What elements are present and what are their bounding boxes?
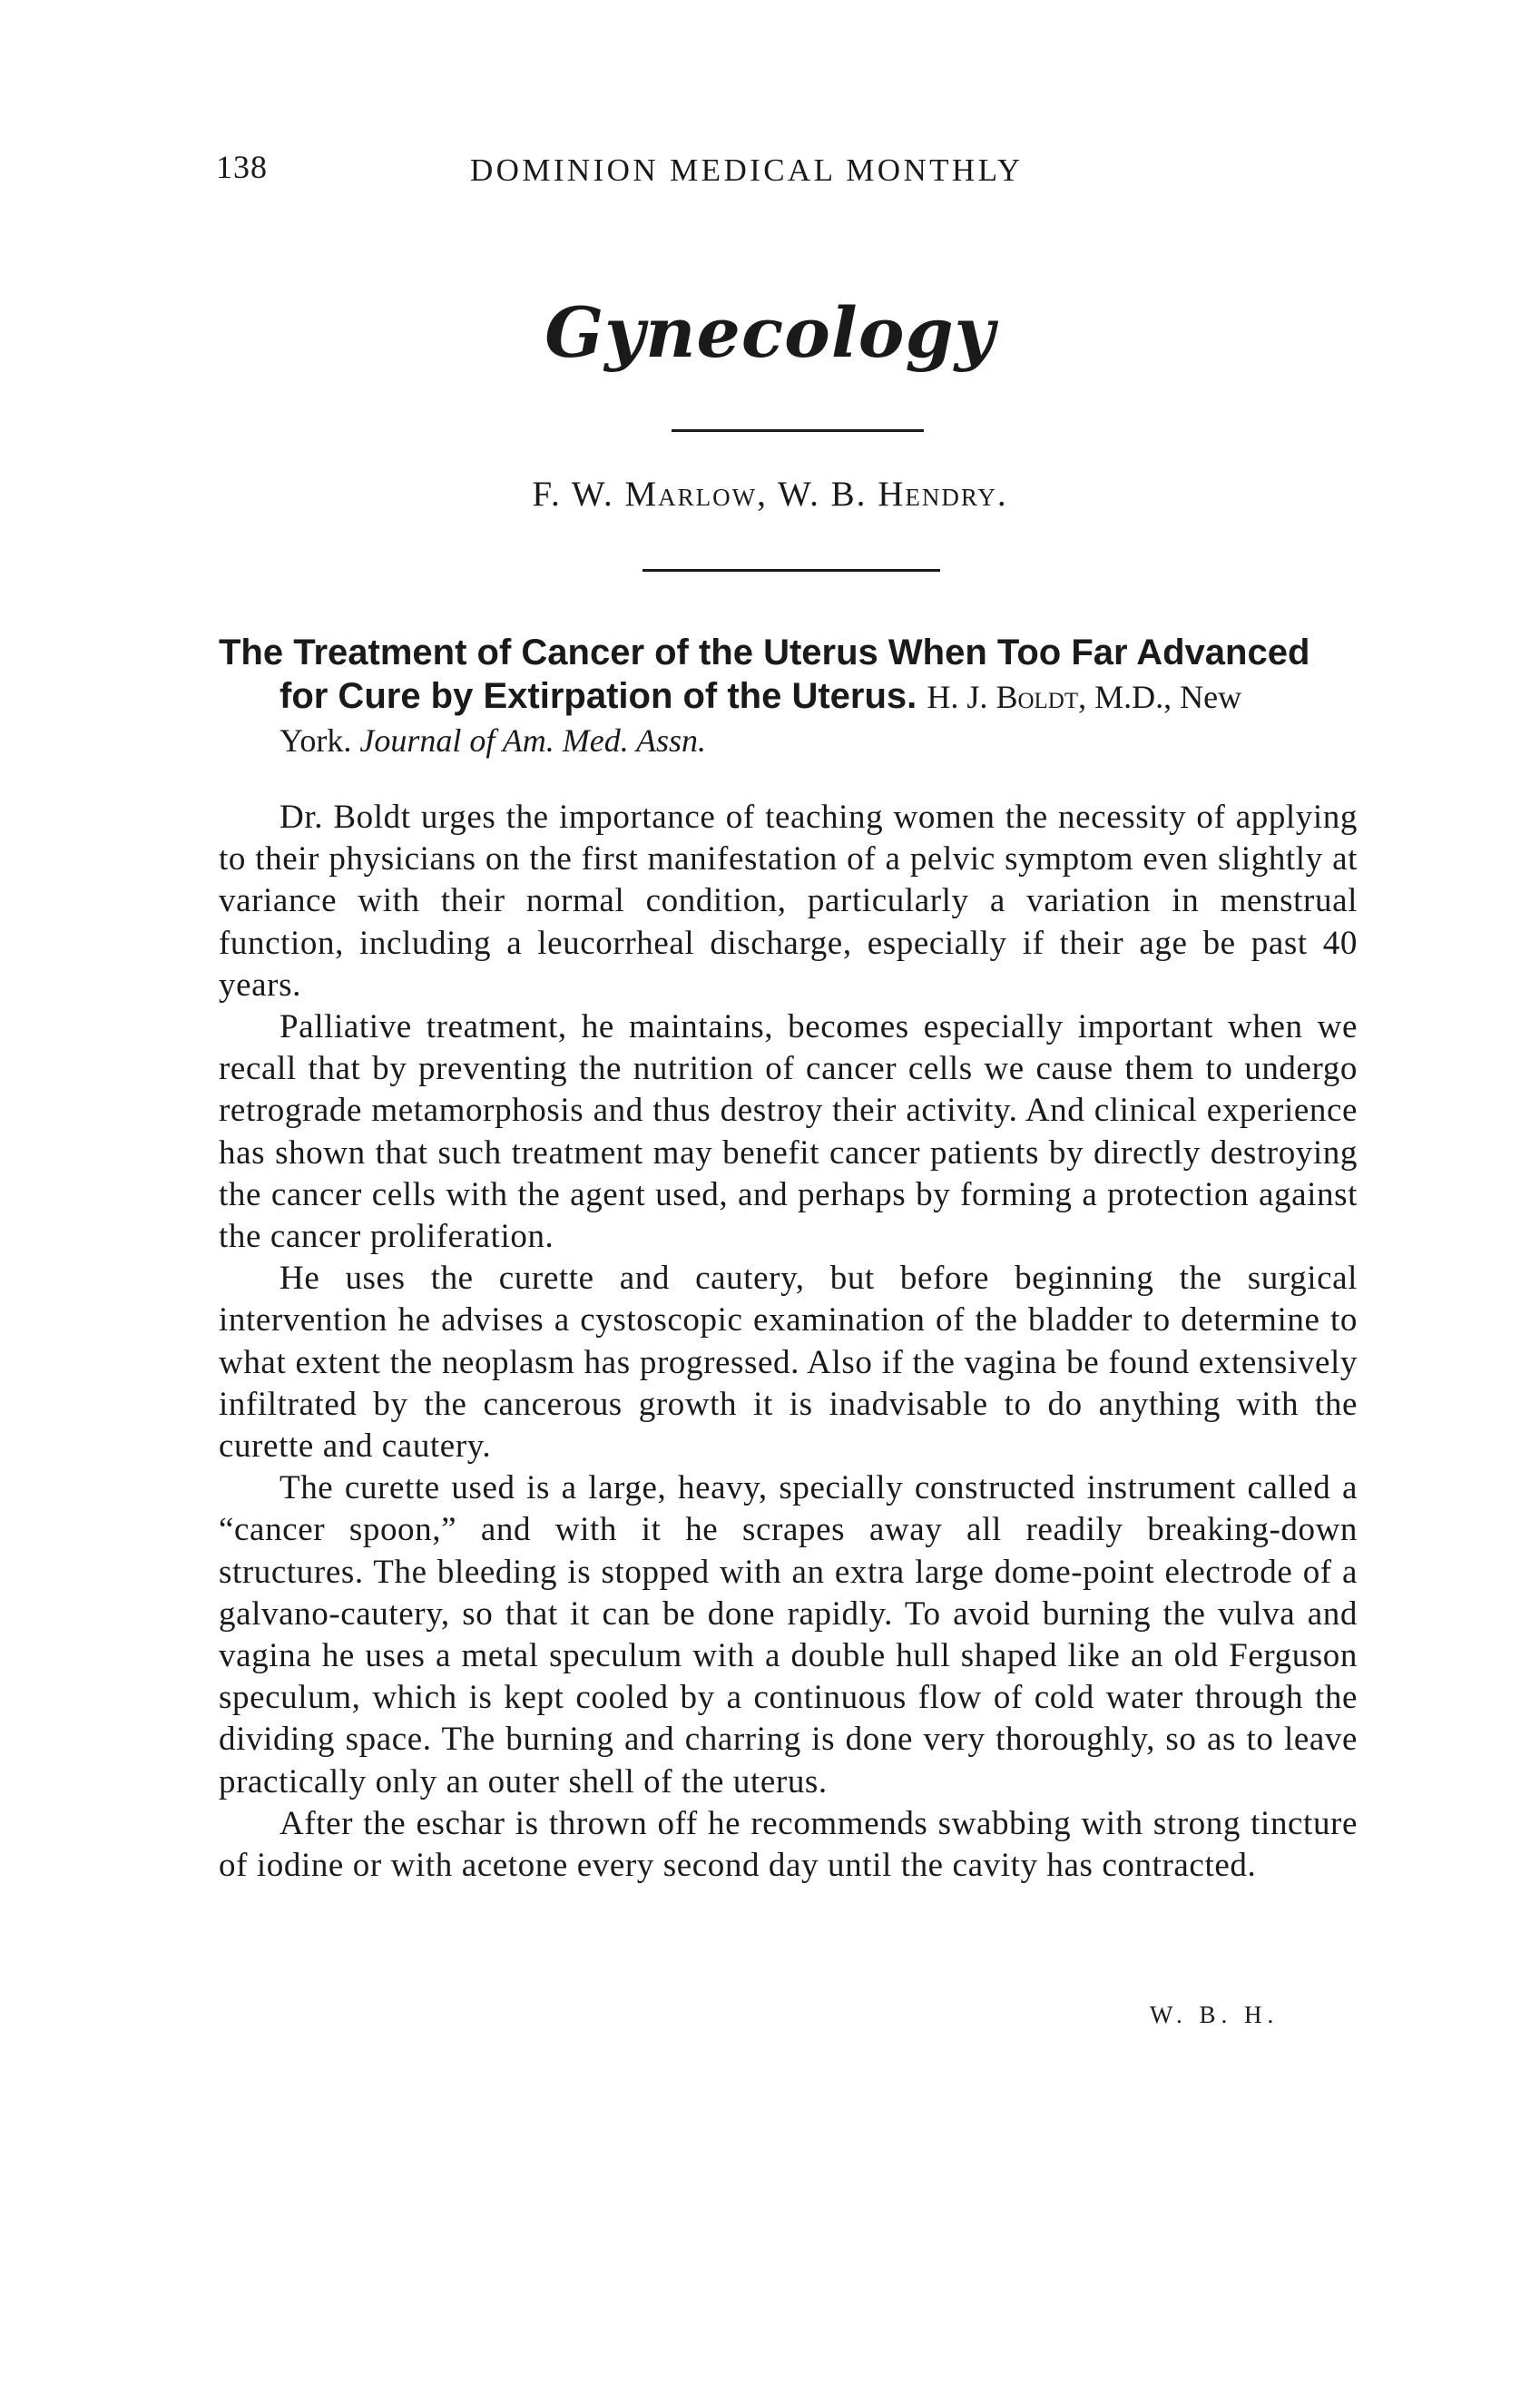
article-body <box>219 797 1358 1887</box>
author-suffix: M.D., New <box>1094 679 1242 715</box>
paragraph: Palliative treatment, he maintains, becomes especially important when we recall that by preventing the nutrition of cancer cells we cause them to undergo retrograde metamorphosis and thus destroy their activity. And clinical experience has shown that such treatment may benefit cancer patients by directly destroying the cancer cells with the agent used, and perhaps by forming a protection against the cancer proliferation. <box>219 1008 1358 1256</box>
article-signature: W. B. H. <box>1150 2001 1280 2028</box>
article-author <box>927 679 1241 715</box>
article <box>219 631 1358 1887</box>
running-head: DOMINION MEDICAL MONTHLY <box>470 152 1024 188</box>
paragraph: The curette used is a large, heavy, specially constructed instrument called a “cancer spoon,” and with it he scrapes away all readily breaking-down structures. The bleeding is stopped with an extra large dome-point electrode of a galvano-cautery, so that it can be done rapidly. To avoid burning the vulva and vagina he uses a metal speculum with a double hull shaped like an old Ferguson speculum, which is kept cooled by a continuous flow of cold water through the dividing space. The burning and charring is done very thoroughly, so as to leave practically only an outer shell of the uterus. <box>219 1469 1358 1800</box>
section-editors <box>0 474 1540 515</box>
journal-name: Journal of Am. Med. Assn. <box>359 722 707 759</box>
article-title-line-2: for Cure by Extirpation of the Uterus. <box>280 676 917 716</box>
section-title: Gynecology <box>544 292 996 373</box>
article-heading <box>219 631 1358 719</box>
author-surname: Boldt, <box>996 679 1087 715</box>
article-source <box>219 719 1358 762</box>
author-initials: H. J. <box>927 679 988 715</box>
editors-divider <box>642 569 940 572</box>
paragraph: He uses the curette and cautery, but before beginning the surgical intervention he advises a cystoscopic examination of the bladder to determine to what extent the neoplasm has progressed. Also if the vagina be found extensively infiltrated by the cancerous growth it is inadvisable to do anything with the curette and cautery. <box>219 1260 1358 1466</box>
author-location: York. <box>280 722 352 759</box>
title-divider <box>672 429 924 432</box>
editor-1-surname: Marlow, <box>624 475 768 514</box>
editor-1-initials: F. W. <box>532 475 614 514</box>
paragraph: Dr. Boldt urges the importance of teaching women the necessity of applying to their physicians on the first manifestation of a pelvic symptom even slightly at variance with their normal condition, particularly a variation in menstrual function, including a leucorrheal discharge, especially if their age be past 40 years. <box>219 799 1358 1004</box>
editor-2-surname: Hendry. <box>878 475 1008 514</box>
editor-2-initials: W. B. <box>777 475 868 514</box>
paragraph: After the eschar is thrown off he recommends swabbing with strong tincture of iodine or with acetone every second day until the cavity has contracted. <box>219 1804 1358 1885</box>
page-number: 138 <box>216 149 268 185</box>
article-title-line-1: The Treatment of Cancer of the Uterus When Too Far Advanced <box>219 633 1310 672</box>
